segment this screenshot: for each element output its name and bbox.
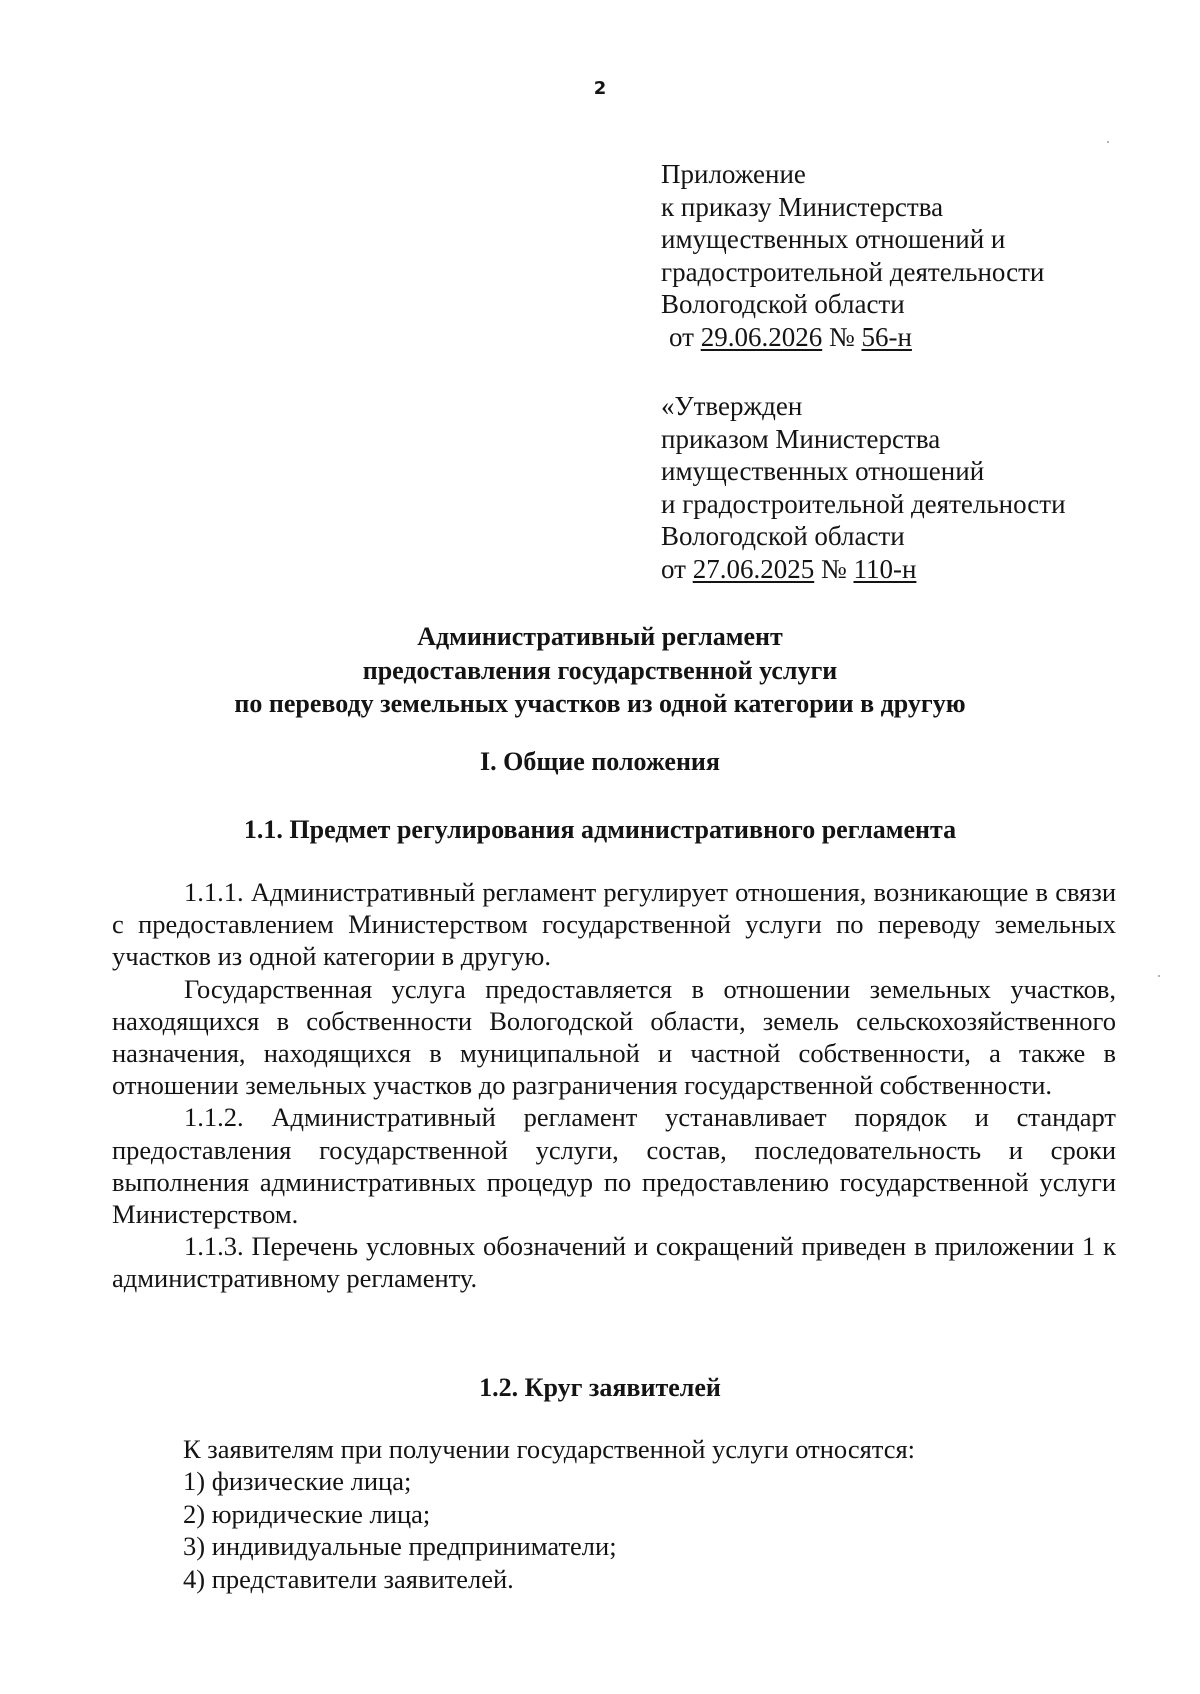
paragraph: 1.1.3. Перечень условных обозначений и сокращений приведен в приложении 1 к административному регламенту. [112, 1231, 1116, 1294]
appendix-stamp-line: имущественных отношений и [661, 224, 1006, 254]
approved-stamp-line: «Утвержден [661, 391, 803, 421]
approved-stamp-line: и градостроительной деятельности [661, 488, 1066, 519]
list-item: 2) юридические лица; [183, 1498, 431, 1529]
appendix-order-date: 29.06.2026 [700, 321, 823, 352]
applicants-list [183, 1433, 915, 1595]
title-line: предоставления государственной услуги [362, 655, 838, 685]
appendix-order-reference [661, 321, 1181, 354]
title-line: по переводу земельных участков из одной категории в другую [234, 689, 966, 718]
list-item: 1) физические лица; [183, 1466, 412, 1497]
appendix-stamp-line: Вологодской области [661, 289, 905, 319]
approved-stamp [661, 390, 1181, 585]
list-item: 3) индивидуальные предприниматели; [183, 1531, 617, 1562]
approved-date-prefix: от [661, 553, 686, 584]
approved-order-reference [661, 553, 1181, 586]
approved-stamp-line: Вологодской области [661, 521, 905, 551]
subsection-heading: 1.2. Круг заявителей [479, 1373, 721, 1402]
paragraph: 1.1.1. Административный регламент регулирует отношения, возникающие в связи с предоставлением Министерством государственной услуги по переводу земельных участков из одной категории в другую. [112, 877, 1116, 972]
scan-speck [1158, 975, 1160, 977]
subsection-body [112, 876, 1116, 1295]
approved-order-number: 110-н [853, 553, 917, 584]
paragraph: Государственная услуга предоставляется в отношении земельных участков, находящихся в собственности Вологодской области, земель сельскохозяйственного назначения, находящихся в муниципальной и частной собственности, а также в отношении земельных участков до разграничения государственной собственности. [112, 973, 1116, 1101]
approved-stamp-line: имущественных отношений [661, 456, 985, 486]
subsection-heading: 1.1. Предмет регулирования административного регламента [243, 815, 957, 844]
appendix-number-prefix: № [828, 321, 855, 352]
approved-order-date: 27.06.2025 [692, 553, 815, 584]
title-line: Административный регламент [417, 622, 783, 651]
list-intro: К заявителям при получении государственной услуги относятся: [183, 1434, 916, 1464]
appendix-stamp-line: к приказу Министерства [661, 191, 944, 222]
approved-number-prefix: № [820, 553, 847, 584]
appendix-date-prefix: от [669, 321, 694, 352]
appendix-stamp [661, 158, 1181, 353]
appendix-stamp-line: градостроительной деятельности [661, 256, 1045, 287]
page-number: 2 [593, 78, 607, 99]
appendix-order-number: 56-н [861, 321, 912, 352]
approved-stamp-line: приказом Министерства [661, 423, 941, 454]
appendix-stamp-line: Приложение [661, 159, 806, 189]
list-item: 4) представители заявителей. [183, 1563, 514, 1594]
paragraph: 1.1.2. Административный регламент устанавливает порядок и стандарт предоставления государственной услуги, состав, последовательность и сроки выполнения административных процедур по предоставлению государственной услуги Министерством. [112, 1102, 1116, 1230]
section-heading: I. Общие положения [480, 747, 720, 776]
document-title [112, 620, 1088, 721]
scan-speck [1107, 141, 1109, 143]
